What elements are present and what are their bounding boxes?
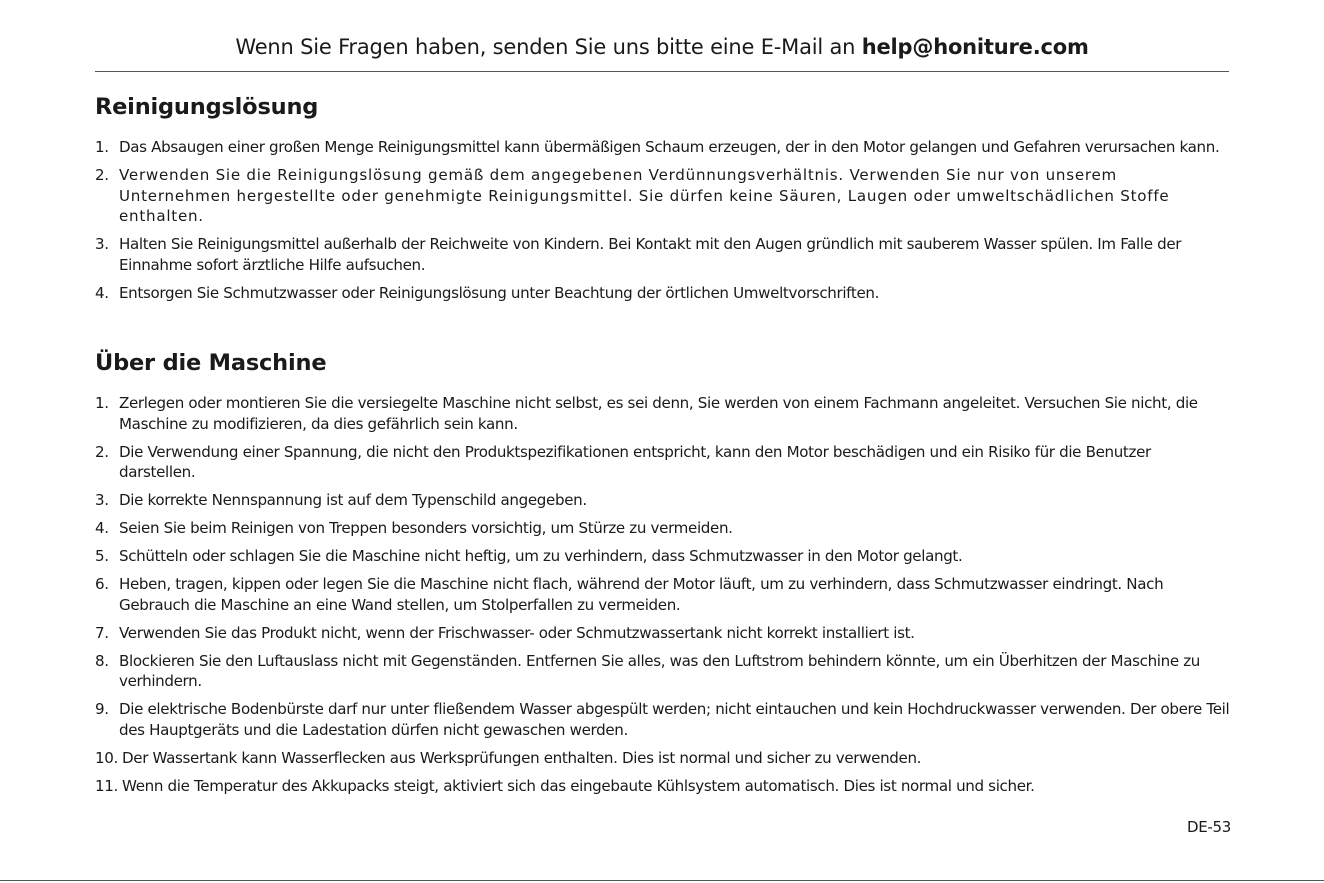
list-item bbox=[95, 651, 1231, 692]
item-text: Heben, tragen, kippen oder legen Sie die Maschine nicht flach, während der Motor läuft, um zu verhindern, dass Schmutzwasser eindringt. Nach Gebrauch die Maschine an eine Wand stellen, um Stolperfallen zu vermeiden. bbox=[119, 575, 1164, 614]
item-text: Halten Sie Reinigungsmittel außerhalb der Reichweite von Kindern. Bei Kontakt mit den Augen gründlich mit sauberem Wasser spülen. Im Falle der Einnahme sofort ärztliche Hilfe aufsuchen. bbox=[119, 235, 1182, 274]
about-machine-list bbox=[95, 393, 1231, 804]
list-item bbox=[95, 234, 1231, 275]
item-number: 3. bbox=[95, 491, 109, 509]
section-title-cleaning-solution: Reinigungslösung bbox=[95, 94, 319, 120]
item-number: 1. bbox=[95, 138, 109, 156]
list-item bbox=[95, 165, 1231, 227]
item-text: Schütteln oder schlagen Sie die Maschine nicht heftig, um zu verhindern, dass Schmutzwasser in den Motor gelangt. bbox=[119, 547, 963, 565]
item-text: Seien Sie beim Reinigen von Treppen besonders vorsichtig, um Stürze zu vermeiden. bbox=[119, 519, 733, 537]
item-number: 3. bbox=[95, 235, 109, 253]
list-item bbox=[95, 283, 1231, 304]
list-item bbox=[95, 137, 1231, 158]
list-item bbox=[95, 623, 1231, 644]
list-item bbox=[95, 490, 1231, 511]
item-text: Blockieren Sie den Luftauslass nicht mit Gegenständen. Entfernen Sie alles, was den Luftstrom behindern könnte, um ein Überhitzen der Maschine zu verhindern. bbox=[119, 651, 1201, 690]
header-divider bbox=[95, 71, 1229, 72]
item-number: 2. bbox=[95, 442, 109, 461]
list-item bbox=[95, 518, 1231, 539]
item-number: 4. bbox=[95, 519, 109, 537]
list-item bbox=[95, 699, 1231, 740]
item-text: Das Absaugen einer großen Menge Reinigungsmittel kann übermäßigen Schaum erzeugen, der in den Motor gelangen und Gefahren verursachen kann. bbox=[119, 138, 1220, 156]
item-text: Entsorgen Sie Schmutzwasser oder Reinigungslösung unter Beachtung der örtlichen Umweltvorschriften. bbox=[119, 283, 880, 302]
item-text: Der Wassertank kann Wasserflecken aus Werksprüfungen enthalten. Dies ist normal und sicher zu verwenden. bbox=[122, 748, 922, 767]
item-text: Die Verwendung einer Spannung, die nicht den Produktspezifikationen entspricht, kann den Motor beschädigen und ein Risiko für die Benutzer darstellen. bbox=[119, 442, 1151, 481]
item-number: 4. bbox=[95, 283, 109, 302]
item-text: Wenn die Temperatur des Akkupacks steigt, aktiviert sich das eingebaute Kühlsystem automatisch. Dies ist normal und sicher. bbox=[122, 776, 1035, 795]
item-number: 7. bbox=[95, 623, 109, 642]
list-item bbox=[95, 748, 1231, 769]
item-number: 1. bbox=[95, 394, 109, 412]
list-item bbox=[95, 393, 1231, 434]
list-item bbox=[95, 442, 1231, 483]
item-number: 10. bbox=[95, 748, 118, 767]
item-text: Die korrekte Nennspannung ist auf dem Typenschild angegeben. bbox=[119, 491, 587, 509]
list-item bbox=[95, 546, 1231, 567]
support-email: help@honiture.com bbox=[861, 35, 1089, 59]
header-text: Wenn Sie Fragen haben, senden Sie uns bitte eine E-Mail an bbox=[235, 35, 862, 59]
item-text: Zerlegen oder montieren Sie die versiegelte Maschine nicht selbst, es sei denn, Sie werden von einem Fachmann angeleitet. Versuchen Sie nicht, die Maschine zu modifizieren, da dies gefährlich sein kann. bbox=[119, 394, 1198, 433]
item-number: 9. bbox=[95, 700, 109, 718]
item-text: Verwenden Sie das Produkt nicht, wenn der Frischwasser- oder Schmutzwassertank nicht korrekt installiert ist. bbox=[119, 623, 915, 642]
page-number: DE-53 bbox=[1186, 818, 1231, 836]
list-item bbox=[95, 574, 1231, 615]
item-text: Verwenden Sie die Reinigungslösung gemäß dem angegebenen Verdünnungsverhältnis. Verwenden Sie nur von unserem Unternehmen hergestellte oder genehmigte Reinigungsmittel. Sie dürfen keine Säuren, Laugen oder umweltschädlichen Stoffe enthalten. bbox=[119, 166, 1170, 225]
page-bottom-border bbox=[0, 880, 1324, 881]
item-number: 8. bbox=[95, 651, 109, 670]
section-title-about-machine: Über die Maschine bbox=[95, 350, 327, 376]
item-number: 5. bbox=[95, 547, 109, 565]
page-header bbox=[95, 28, 1229, 66]
item-number: 11. bbox=[95, 776, 118, 795]
item-number: 6. bbox=[95, 575, 109, 593]
cleaning-solution-list bbox=[95, 137, 1231, 311]
list-item bbox=[95, 776, 1231, 797]
item-text: Die elektrische Bodenbürste darf nur unter fließendem Wasser abgespült werden; nicht eintauchen und kein Hochdruckwasser verwenden. Der obere Teil des Hauptgeräts und die Ladestation dürfen nicht gewaschen werden. bbox=[119, 700, 1230, 739]
item-number: 2. bbox=[95, 166, 109, 184]
